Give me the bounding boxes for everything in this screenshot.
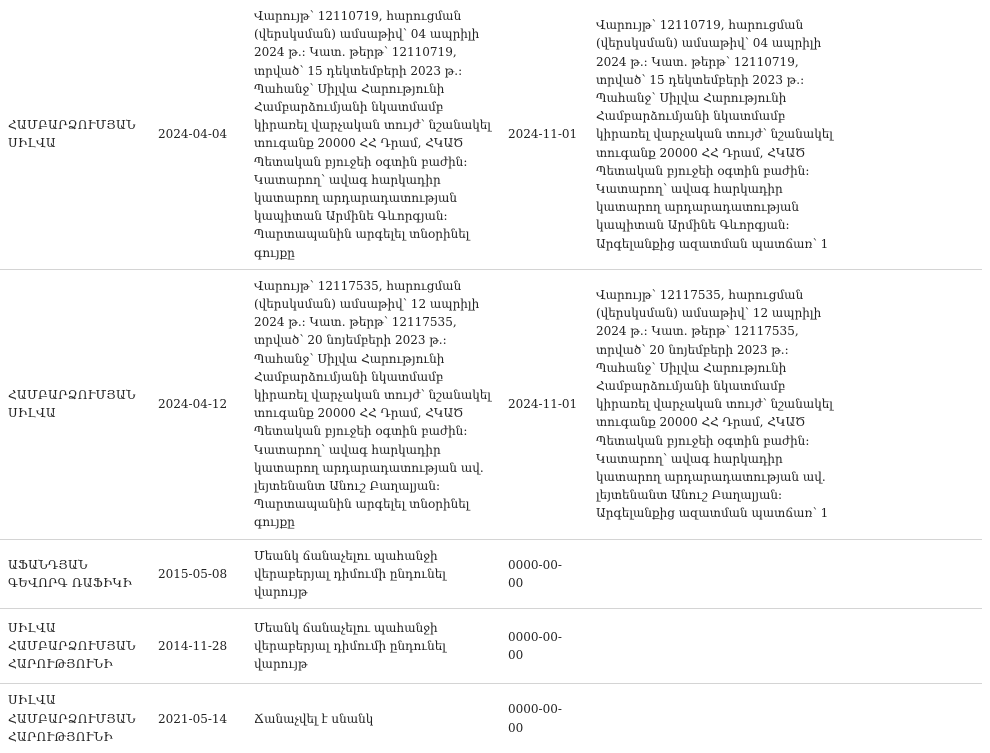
case-description: Վարույթ՝ 12110719, հարուցման (վերսկսման) ամսաթիվ՝ 04 ապրիլի 2024 թ.: Կատ. թերթ՝ 12110719, տրված՝ 15 դեկտեմբերի 2023 թ.: Պահանջ՝ Սիլվա Հարությունի Համբարձումյանի նկատմամբ կիրառել վարչական տույժ՝ նշանակել տուգանք 20000 ՀՀ Դրամ, ՀԿԱԾ Պետական բյուջեի օգտին բաժին: Կատարող՝ ավագ հարկադիր կատարող արդարադատության կապիտան Արմինե Գևորգյան: Պարտապանին արգելել տնօրինել գույքը xyxy=(254,9,491,260)
end-date xyxy=(500,609,588,684)
debtor-name: ՀԱՄԲԱՐՁՈՒՄՅԱՆ ՍԻԼՎԱ xyxy=(8,118,136,151)
debtor-name: ՍԻԼՎԱ ՀԱՄԲԱՐՁՈՒՄՅԱՆ ՀԱՐՈՒԹՅՈՒՆԻ xyxy=(8,620,136,672)
table-row xyxy=(0,609,982,684)
debtor-name: ՀԱՄԲԱՐՁՈՒՄՅԱՆ ՍԻԼՎԱ xyxy=(8,388,136,421)
release-text: Վարույթ՝ 12110719, հարուցման (վերսկսման) ամսաթիվ՝ 04 ապրիլի 2024 թ.: Կատ. թերթ՝ 12110719, տրված՝ 15 դեկտեմբերի 2023 թ.: Պահանջ՝ Սիլվա Հարությունի Համբարձումյանի նկատմամբ կիրառել վարչական տույժ՝ նշանակել տուգանք 20000 ՀՀ Դրամ, ՀԿԱԾ Պետական բյուջեի օգտին բաժին: Կատարող՝ ավագ հարկադիր կատարող արդարադատության կապիտան Արմինե Գևորգյան: Արգելանքից ազատման պատճառ՝ 1 xyxy=(596,18,833,251)
case-description: Ճանաչվել է սնանկ xyxy=(254,711,374,726)
start-date: 2015-05-08 xyxy=(158,566,228,581)
end-date-text: 0000-00-00 xyxy=(508,702,562,735)
case-description: Վարույթ՝ 12117535, հարուցման (վերսկսման) ամսաթիվ՝ 12 ապրիլի 2024 թ.: Կատ. թերթ՝ 12117535, տրված՝ 20 նոյեմբերի 2023 թ.: Պահանջ՝ Սիլվա Հարությունի Համբարձումյանի նկատմամբ կիրառել վարչական տույժ՝ նշանակել տուգանք 20000 ՀՀ Դրամ, ՀԿԱԾ Պետական բյուջեի օգտին բաժին: Կատարող՝ ավագ հարկադիր կատարող արդարադատության ավ. լեյտենանտ Անուշ Բաղալյան: Պարտապանին արգելել տնօրինել գույքը xyxy=(254,278,491,530)
release-description xyxy=(588,269,982,539)
release-description xyxy=(588,684,982,753)
table-row xyxy=(0,684,982,753)
release-description xyxy=(588,0,982,269)
end-date: 2024-11-01 xyxy=(508,127,578,142)
case-description: Մեանկ ճանաչելու պահանջի վերաբերյալ դիմումի ընդունել վարույթ xyxy=(254,620,446,672)
release-description xyxy=(588,539,982,609)
table-row xyxy=(0,0,982,269)
case-description: Մեանկ ճանաչելու պահանջի վերաբերյալ դիմումի ընդունել վարույթ xyxy=(254,548,446,600)
start-date: 2021-05-14 xyxy=(158,711,228,726)
debtor-name: ՍԻԼՎԱ ՀԱՄԲԱՐՁՈՒՄՅԱՆ ՀԱՐՈՒԹՅՈՒՆԻ xyxy=(8,693,136,744)
release-description xyxy=(588,609,982,684)
end-date xyxy=(500,684,588,753)
end-date-text: 0000-00-00 xyxy=(508,630,562,663)
start-date: 2014-11-28 xyxy=(158,639,228,654)
table-row xyxy=(0,539,982,609)
end-date xyxy=(500,539,588,609)
table-row xyxy=(0,269,982,539)
end-date-text: 0000-00-00 xyxy=(508,557,562,590)
release-text: Վարույթ՝ 12117535, հարուցման (վերսկսման) ամսաթիվ՝ 12 ապրիլի 2024 թ.: Կատ. թերթ՝ 12117535, տրված՝ 20 նոյեմբերի 2023 թ.: Պահանջ՝ Սիլվա Հարությունի Համբարձումյանի նկատմամբ կիրառել վարչական տույժ՝ նշանակել տուգանք 20000 ՀՀ Դրամ, ՀԿԱԾ Պետական բյուջեի օգտին բաժին: Կատարող՝ ավագ հարկադիր կատարող արդարադատության ավ. լեյտենանտ Անուշ Բաղալյան: Արգելանքից ազատման պատճառ՝ 1 xyxy=(596,287,833,521)
debtor-name: ԱՖԱՆԴՅԱՆ ԳԵՎՈՐԳ ՌԱՖԻԿԻ xyxy=(8,557,133,590)
start-date: 2024-04-04 xyxy=(158,127,228,142)
end-date: 2024-11-01 xyxy=(508,397,578,412)
start-date: 2024-04-12 xyxy=(158,397,228,412)
